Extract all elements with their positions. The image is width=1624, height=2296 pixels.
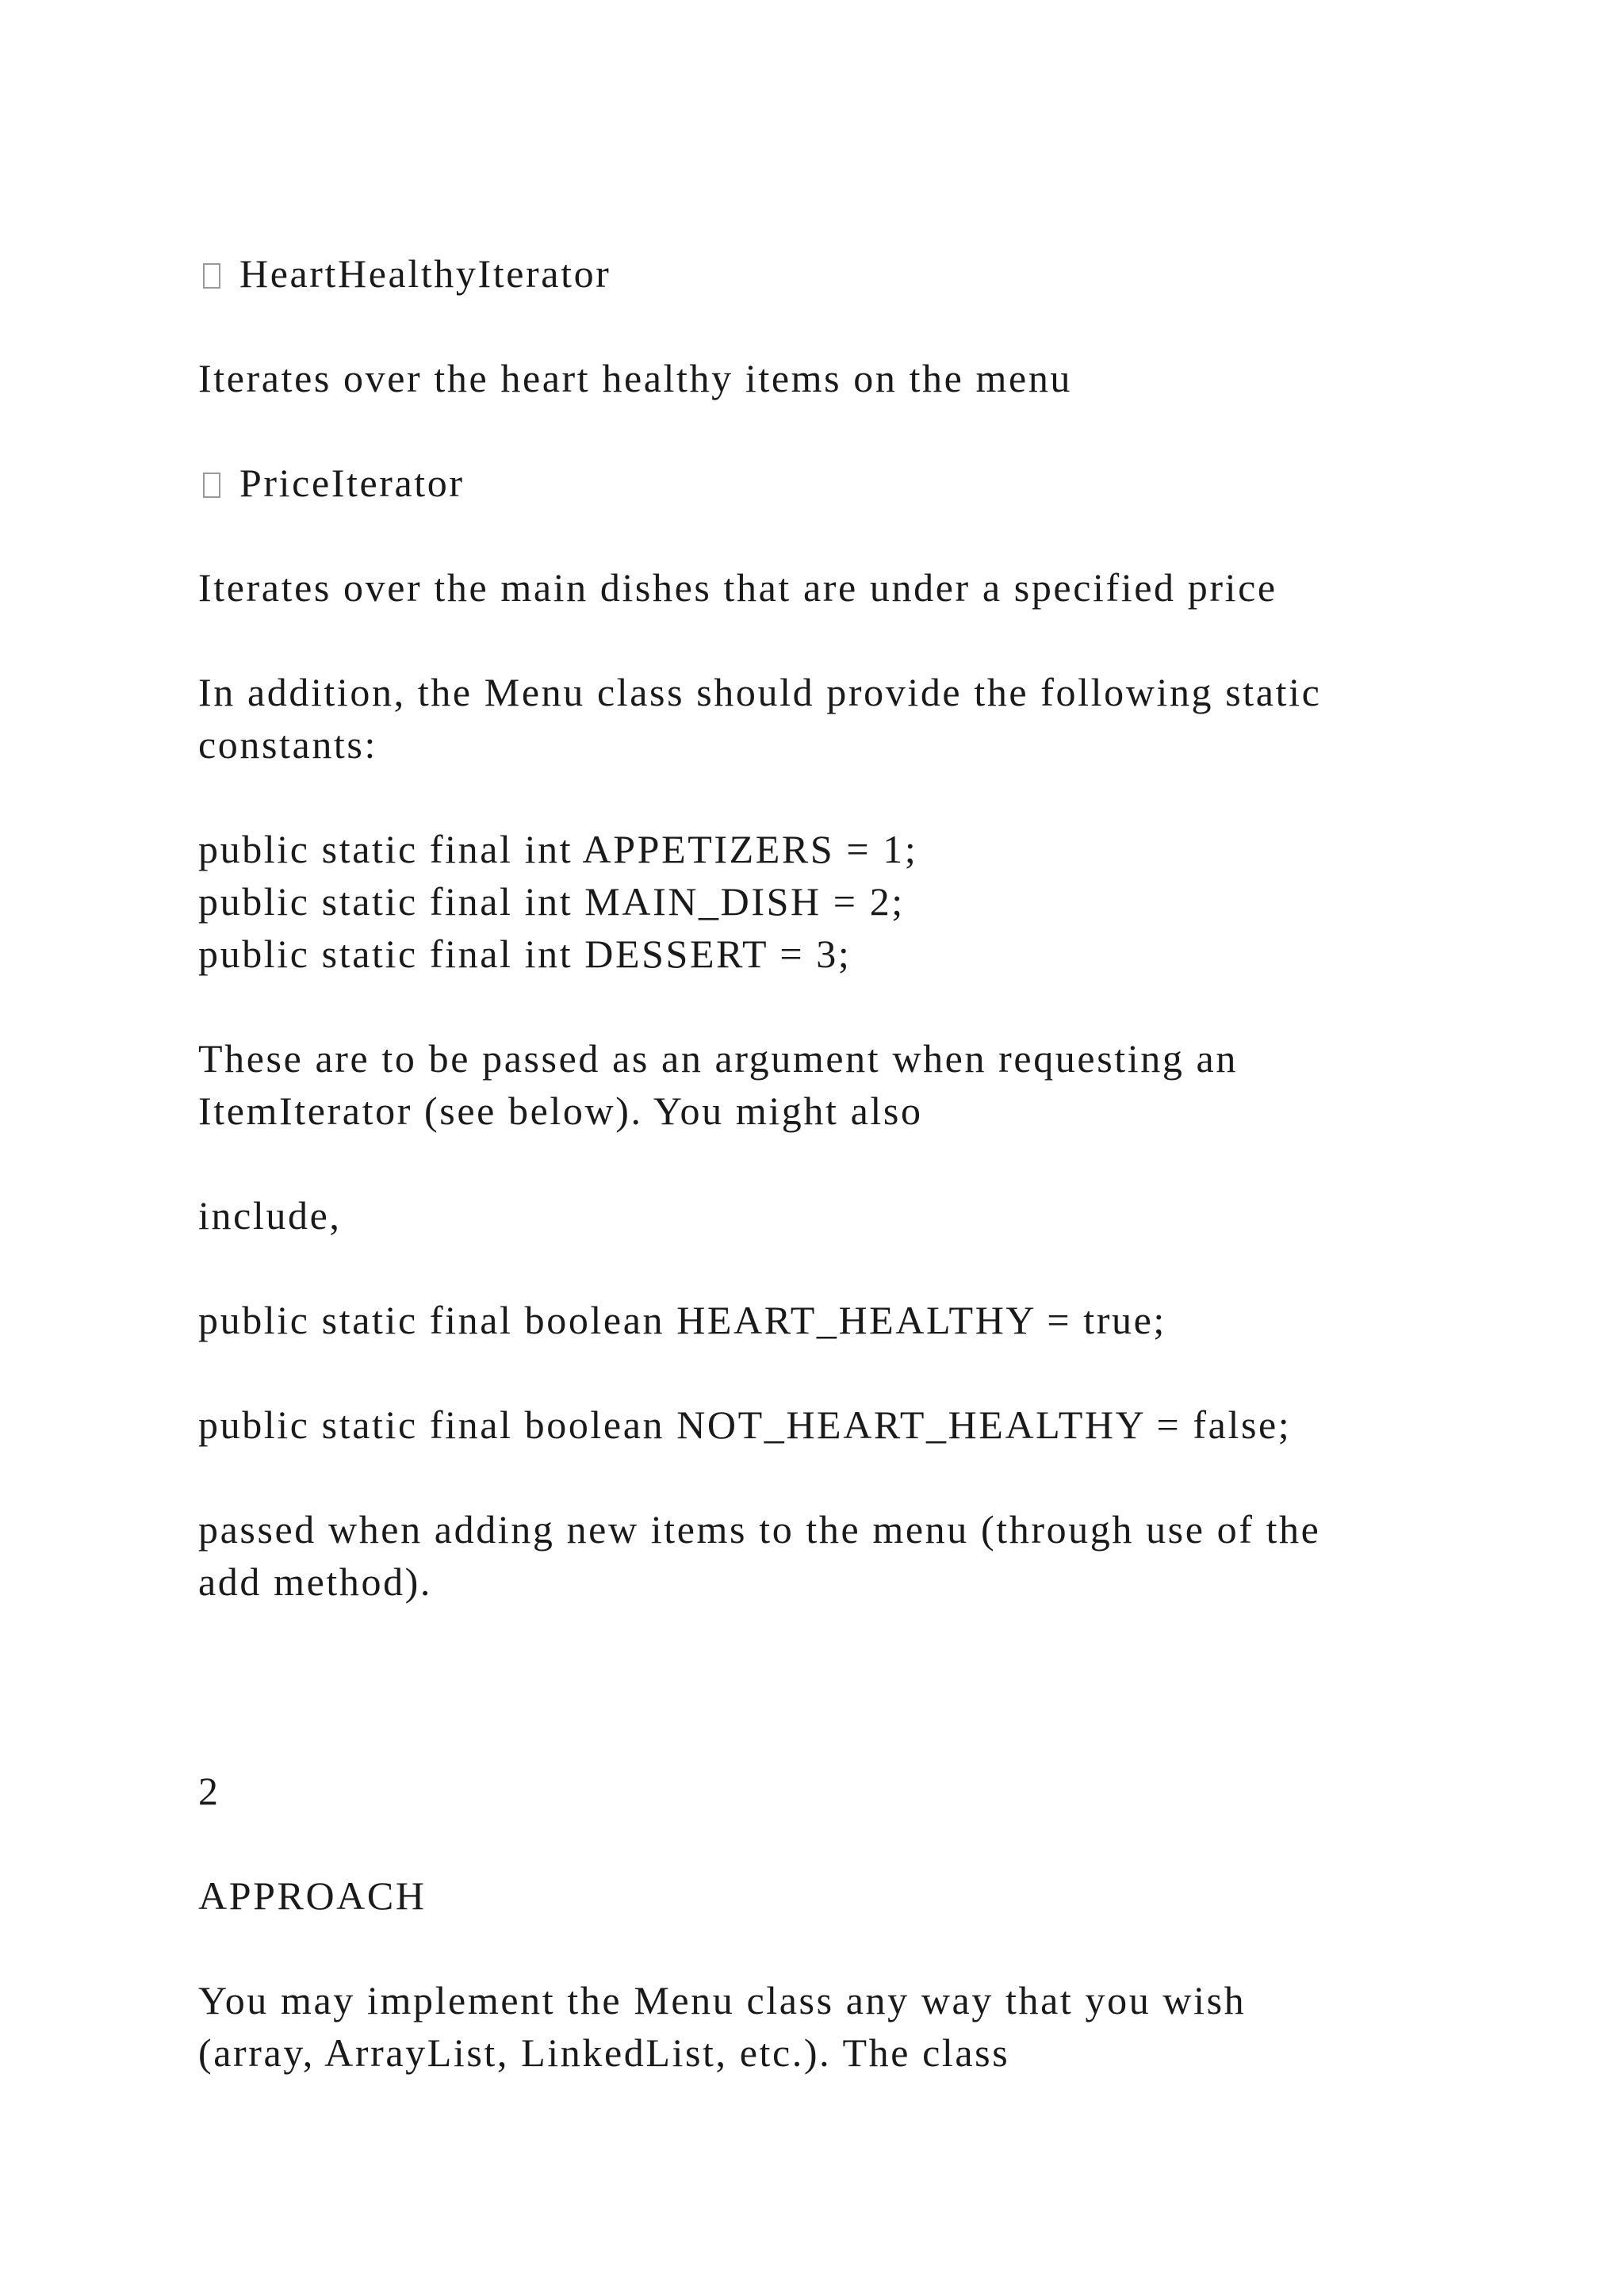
bullet-item-heart-healthy-iterator	[198, 247, 1546, 300]
paragraph-line: These are to be passed as an argument when requesting an	[198, 1036, 1238, 1081]
paragraph-line: constants:	[198, 722, 377, 767]
bullet-description: Iterates over the main dishes that are under a specified price	[198, 565, 1277, 610]
code-line: public static final int APPETIZERS = 1;	[198, 827, 918, 871]
bullet-text: HeartHealthyIterator	[239, 251, 611, 296]
paragraph-line: ItemIterator (see below). You might also	[198, 1089, 923, 1133]
code-line: public static final boolean HEART_HEALTHY = true;	[198, 1298, 1166, 1342]
section-heading: APPROACH	[198, 1873, 427, 1918]
paragraph-line: passed when adding new items to the menu (through use of the	[198, 1507, 1321, 1552]
missing-glyph-bullet-icon	[203, 263, 220, 289]
code-line: public static final int DESSERT = 3;	[198, 932, 852, 976]
paragraph-line: include,	[198, 1193, 342, 1238]
paragraph-line: add method).	[198, 1559, 433, 1604]
page-number: 2	[198, 1769, 220, 1813]
paragraph-line: (array, ArrayList, LinkedList, etc.). The class	[198, 2030, 1010, 2075]
document-body	[198, 247, 1546, 2079]
paragraph-line: You may implement the Menu class any way that you wish	[198, 1978, 1247, 2022]
missing-glyph-bullet-icon	[203, 473, 220, 498]
bullet-item-price-iterator	[198, 457, 1546, 509]
paragraph-line: In addition, the Menu class should provide the following static	[198, 670, 1322, 714]
code-line: public static final int MAIN_DISH = 2;	[198, 879, 905, 924]
code-line: public static final boolean NOT_HEART_HEALTHY = false;	[198, 1402, 1292, 1447]
bullet-description: Iterates over the heart healthy items on the menu	[198, 356, 1073, 400]
bullet-text: PriceIterator	[239, 461, 465, 505]
